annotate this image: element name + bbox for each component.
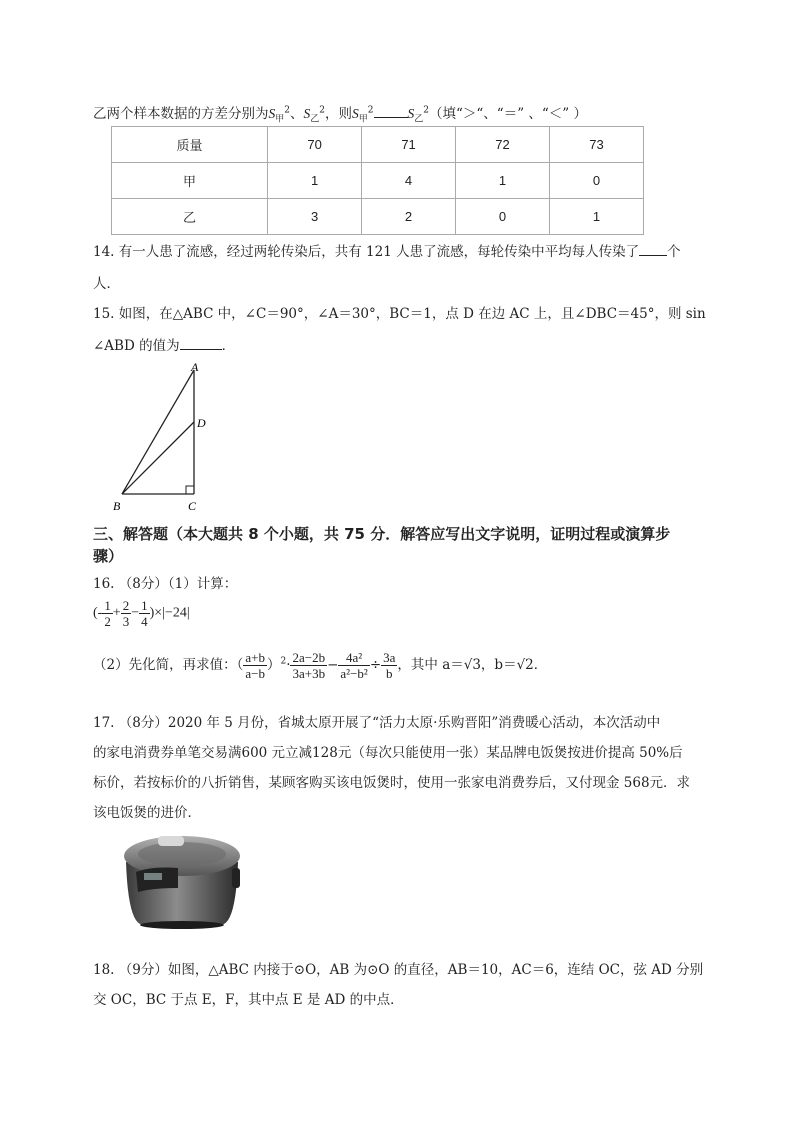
q15-text2: ∠ABD 的值为: [93, 338, 180, 354]
q13-tail: （填“＞“、“＝” 、“＜” ）: [429, 106, 587, 122]
den: 3: [122, 614, 130, 629]
q15-end: ．: [221, 338, 236, 354]
den: a−b: [245, 666, 265, 681]
q16-part2: [93, 650, 547, 681]
fraction: [139, 598, 150, 629]
label-a: A: [191, 360, 199, 374]
table-cell: 质量: [112, 127, 268, 163]
den: b: [386, 666, 393, 681]
s-yi: S: [303, 106, 311, 121]
sub-jia-2: 甲: [358, 114, 368, 125]
q17-text1: 17. （8分）2020 年 5 月份，省城太原开展了“活力太原·乐购晋阳”消费暖心活动，本次活动中: [93, 715, 661, 731]
answer-blank-14[interactable]: [639, 243, 667, 256]
expr-close: )×|−24|: [149, 605, 190, 621]
den: 2: [104, 614, 111, 629]
table-cell: 2: [362, 199, 456, 235]
data-table: [111, 126, 644, 235]
q17-line1: [93, 711, 660, 731]
op: +: [112, 605, 121, 621]
den: a²−b²: [340, 666, 368, 681]
lid-button: [158, 836, 184, 846]
s-jia: S: [268, 106, 276, 121]
q14-text2: 人．: [93, 276, 120, 292]
num: 2: [122, 598, 130, 613]
sep: 、: [290, 106, 304, 122]
table-cell: 1: [550, 199, 644, 235]
condition: ，其中 a＝√3，b＝√2．: [397, 657, 548, 673]
table-cell: 甲: [112, 163, 268, 199]
q17-text2: 的家电消费券单笔交易满600 元立减128元（每次只能使用一张）某品牌电饭煲按进价提高 50%后: [93, 745, 683, 761]
q18-line1: [93, 958, 703, 978]
s-jia-2: S: [352, 106, 359, 121]
rice-cooker-image: [118, 826, 246, 934]
table-cell: 0: [550, 163, 644, 199]
label-b: B: [113, 499, 121, 513]
q13-tail-line: 乙两个样本数据的方差分别为$S_甲^2$、$S_乙^2$，则$S_甲^2$ $S_乙^2$（填“＞“、“＝” 、“＜” ）: [93, 105, 587, 125]
answer-blank-13[interactable]: [374, 105, 408, 118]
q14-line2: [93, 272, 120, 292]
q16-title: [93, 572, 237, 592]
table-cell: 乙: [112, 199, 268, 235]
right-angle-mark: [186, 486, 194, 494]
table-cell: 71: [362, 127, 456, 163]
sub-yi-2: 乙: [414, 114, 424, 125]
num: a+b: [245, 650, 265, 665]
fraction: [243, 650, 267, 681]
q13-text: 乙两个样本数据的方差分别为: [93, 106, 269, 122]
answer-blank-15[interactable]: [180, 337, 222, 350]
num: 3a: [383, 650, 396, 665]
q17-line4: [93, 801, 201, 821]
label-d: D: [197, 416, 206, 430]
table-cell: 70: [268, 127, 362, 163]
fraction: [338, 650, 369, 681]
fraction: [121, 598, 132, 629]
num: 1: [141, 598, 148, 613]
display-screen: [144, 873, 162, 880]
q14-line1: [93, 240, 681, 260]
q15-line1: [93, 302, 706, 322]
q14-text: 14. 有一人患了流感，经过两轮传染后，共有 121 人患了流感，每轮传染中平均每人传染了: [93, 244, 640, 260]
section-heading-line1: 三、解答题（本大题共 8 个小题，共 75 分．解答应写出文字说明，证明过程或演算步: [93, 525, 671, 543]
op: −: [131, 605, 140, 621]
q17-text4: 该电饭煲的进价．: [93, 805, 201, 821]
sub-jia: 甲: [275, 114, 285, 125]
rpar: ）: [266, 657, 281, 673]
sub-yi: 乙: [310, 114, 320, 125]
q15-line2: [93, 334, 235, 354]
fraction: [102, 598, 113, 629]
table-cell: 0: [456, 199, 550, 235]
den: 3a+3b: [292, 666, 326, 681]
q17-text3: 标价，若按标价的八折销售，某顾客购买该电饭煲时，使用一张家电消费券后，又付现金 568元．求: [93, 775, 691, 791]
s-yi-2: S: [407, 106, 415, 121]
q16-expr: [93, 598, 190, 629]
q16-title-text: 16. （8分）（1）计算：: [93, 576, 238, 592]
q17-line3: [93, 771, 690, 791]
fraction: [381, 650, 397, 681]
part2-label: （2）先化简，再求值：（: [93, 657, 244, 673]
table-cell: 3: [268, 199, 362, 235]
table-cell: 72: [456, 127, 550, 163]
q14-end: 个: [667, 244, 681, 260]
triangle-figure: [106, 360, 216, 516]
table-cell: 4: [362, 163, 456, 199]
table-cell: 1: [456, 163, 550, 199]
table-cell: 73: [550, 127, 644, 163]
q17-line2: [93, 741, 683, 761]
op: ·: [286, 657, 291, 673]
op: ÷: [369, 657, 382, 673]
q18-line2: [93, 988, 404, 1008]
num: 2a−2b: [292, 650, 326, 665]
label-c: C: [188, 499, 197, 513]
q18-text1: 18. （9分）如图，△ABC 内接于⊙O，AB 为⊙O 的直径，AB＝10，AC＝6，连结 OC，弦 AD 分别: [93, 962, 704, 978]
table-row: [112, 127, 644, 163]
q18-text2: 交 OC，BC 于点 E，F，其中点 E 是 AD 的中点．: [93, 992, 404, 1008]
expr-open: (-: [93, 605, 103, 621]
num: 4a²: [338, 650, 369, 666]
section-heading-2: [93, 545, 123, 566]
op: −: [327, 657, 339, 673]
section-heading-line2: 骤）: [93, 547, 124, 565]
table-row: [112, 199, 644, 235]
q15-text: 15. 如图，在△ABC 中，∠C＝90°，∠A＝30°，BC＝1，点 D 在边 AC 上，且∠DBC＝45°，则 sin: [93, 306, 706, 322]
section-heading: [93, 523, 670, 544]
num: 1: [104, 598, 111, 613]
side-handle: [232, 868, 240, 888]
den: 4: [141, 614, 148, 629]
table-cell: 1: [268, 163, 362, 199]
exponent: 2: [280, 656, 287, 667]
fraction: [290, 650, 327, 681]
table-row: [112, 163, 644, 199]
comma: ，则: [325, 106, 352, 122]
